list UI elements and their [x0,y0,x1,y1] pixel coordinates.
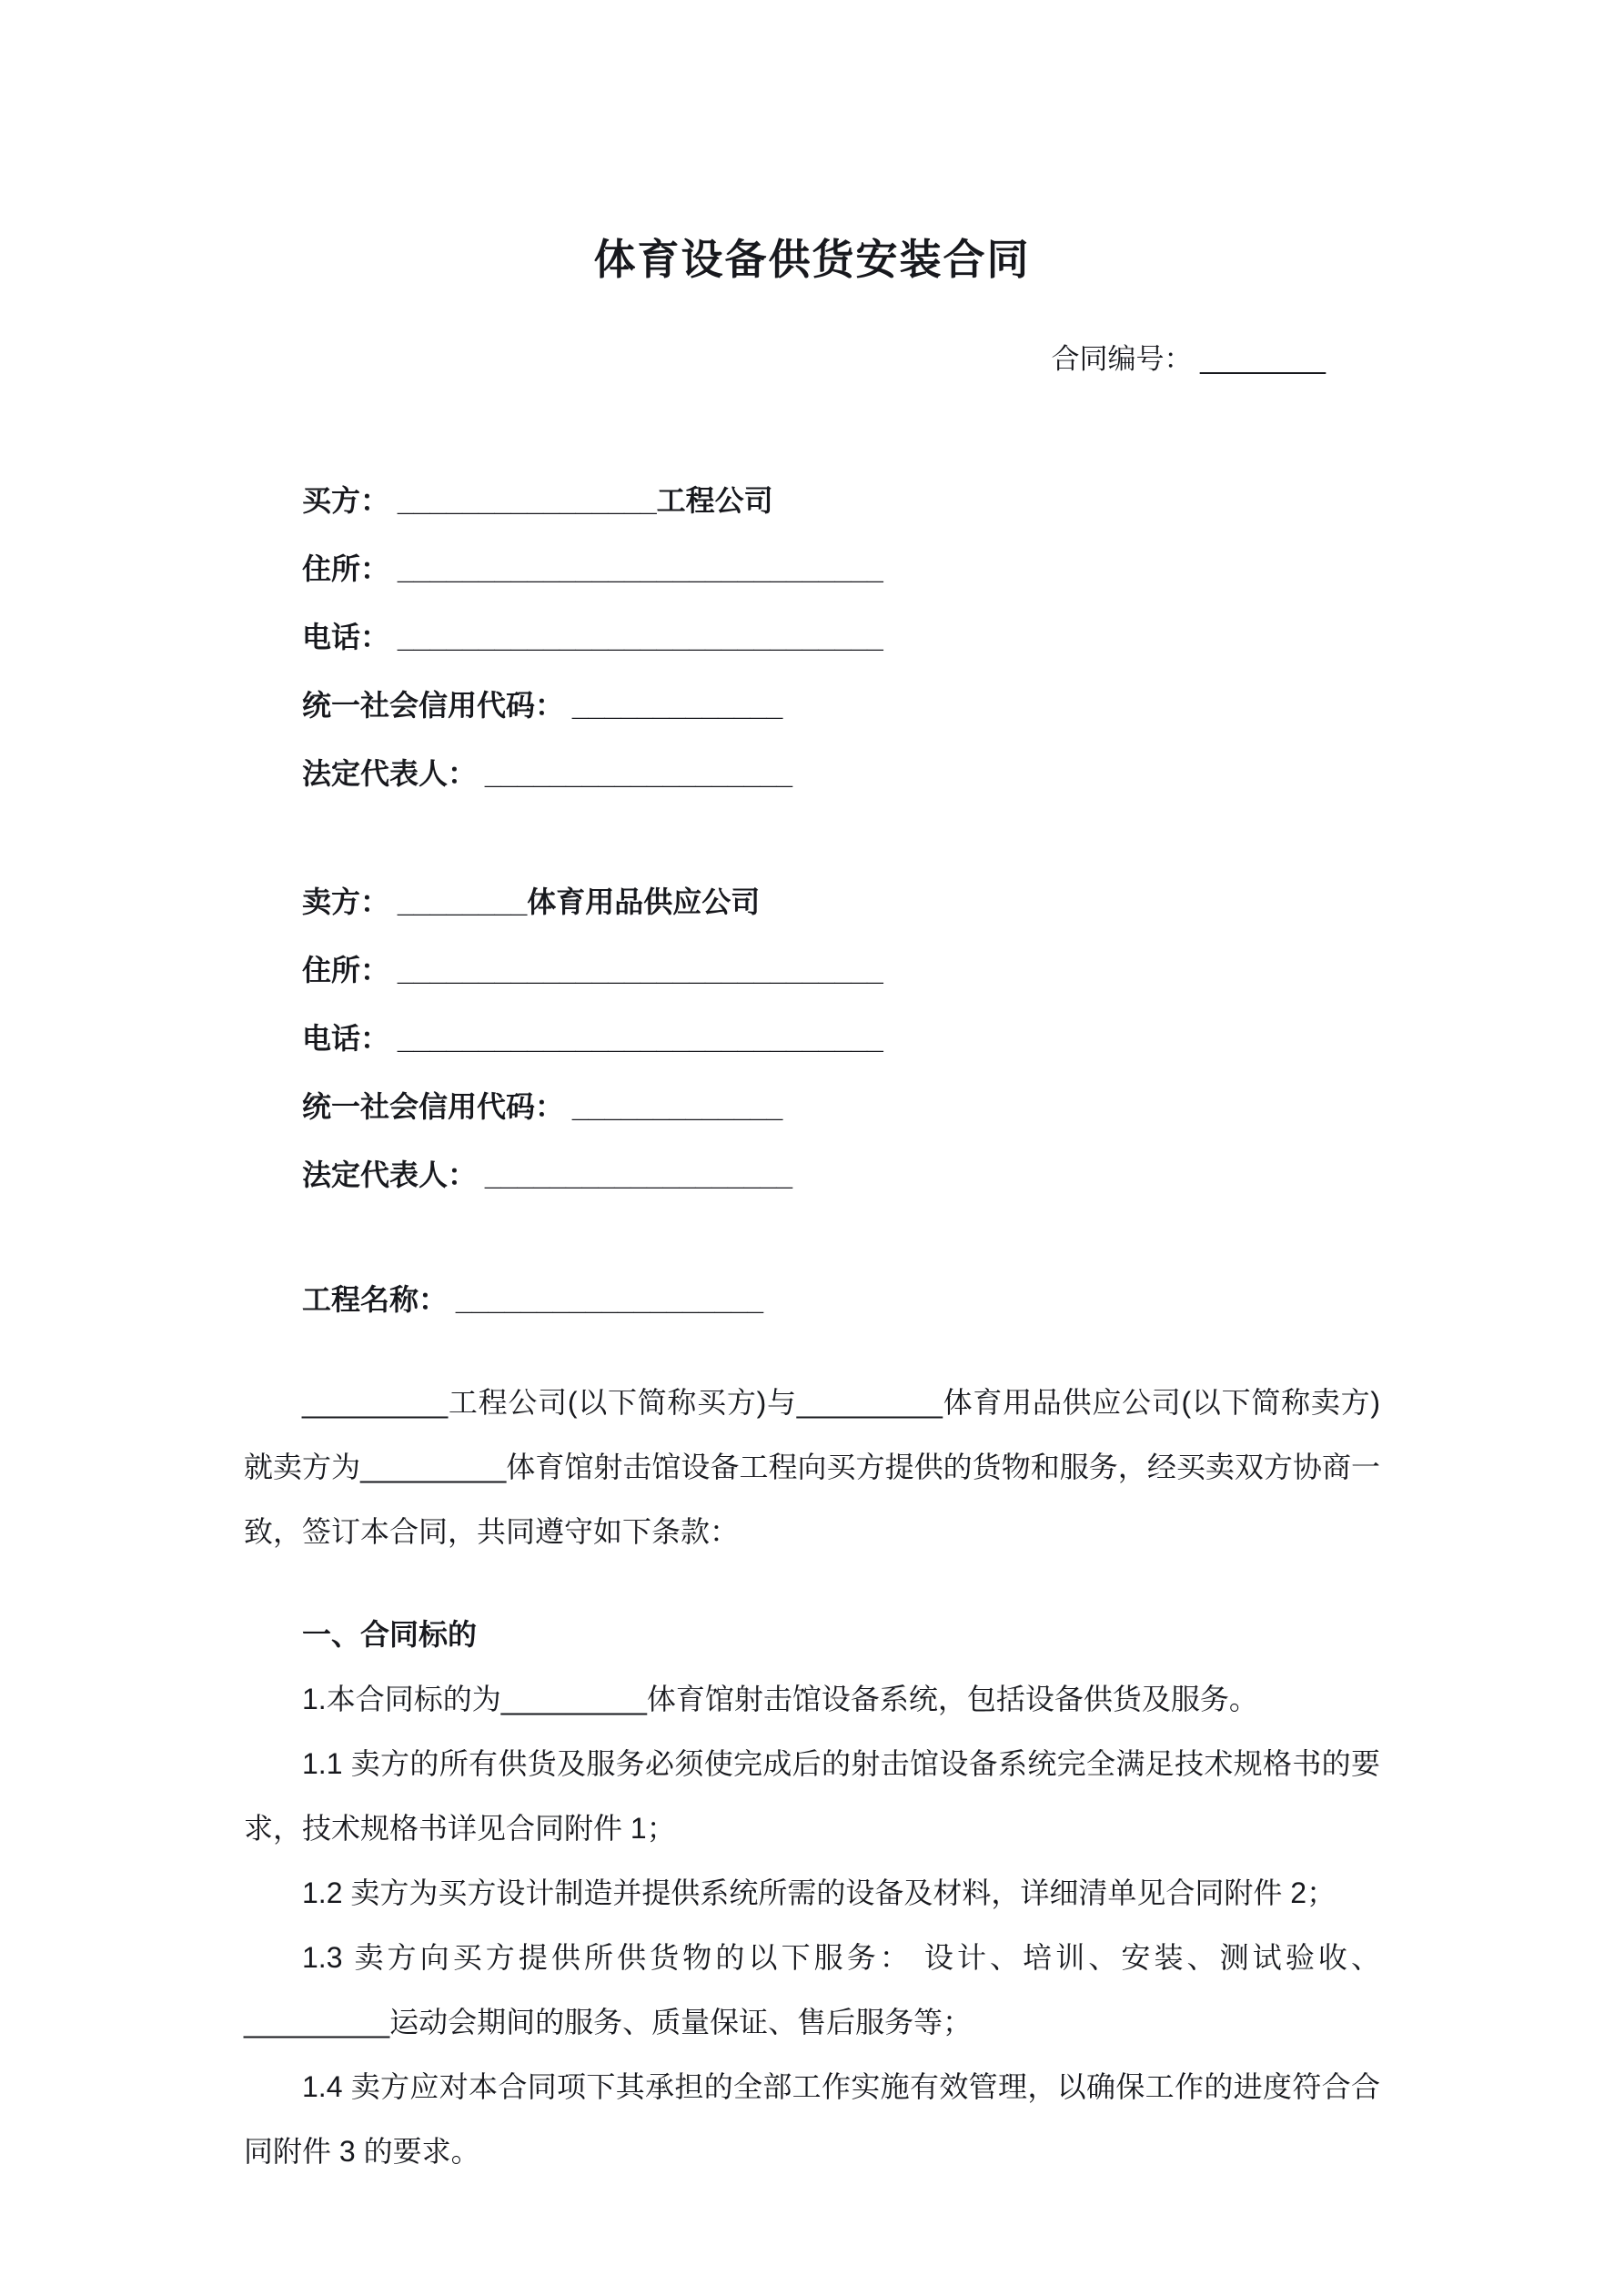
buyer-legal-rep-line: 法定代表人： ___________________ [302,757,793,790]
doc-title: 体育设备供货安装合同 [593,236,1031,283]
project-name-line: 工程名称： ___________________ [302,1283,764,1316]
seller-name-line: 卖方： ________体育用品供应公司 [302,885,761,918]
section-1-heading: 一、合同标的 [302,1618,478,1651]
clause-1: 1.本合同标的为_________体育馆射击馆设备系统，包括设备供货及服务。 [302,1683,1258,1715]
clause-1-2: 1.2 卖方为买方设计制造并提供系统所需的设备及材料，详细清单见合同附件 2； [302,1876,1337,1909]
buyer-credit-code-line: 统一社会信用代码： _____________ [302,689,783,722]
contract-number: 合同编号： ________ [1051,343,1326,375]
buyer-address-line: 住所： ______________________________ [302,552,883,585]
seller-info-block [244,868,1380,1209]
buyer-name-line: 买方： ________________工程公司 [302,484,773,517]
preamble-paragraph: _________工程公司(以下简称买方)与_________体育用品供应公司(以下简称卖方)就卖方为_________体育馆射击馆设备工程向买方提供的货物和服务，经买卖双方协商一致，签订本合同，共同遵守如下条款： [244,1386,1380,1548]
buyer-info-block [244,467,1380,808]
seller-legal-rep-line: 法定代表人： ___________________ [302,1158,793,1191]
seller-address-line: 住所： ______________________________ [302,954,883,986]
clause-1-4: 1.4 卖方应对本合同项下其承担的全部工作实施有效管理，以确保工作的进度符合合同附件 3 的要求。 [244,2070,1380,2168]
seller-phone-line: 电话： ______________________________ [302,1022,883,1055]
clause-1-1: 1.1 卖方的所有供货及服务必须使完成后的射击馆设备系统完全满足技术规格书的要求，技术规格书详见合同附件 1； [244,1747,1380,1845]
seller-credit-code-line: 统一社会信用代码： _____________ [302,1090,783,1123]
buyer-phone-line: 电话： ______________________________ [302,621,883,653]
clause-1-3: 1.3 卖方向买方提供所供货物的以下服务： 设计、培训、安装、测试验收、_________运动会期间的服务、质量保证、售后服务等； [244,1941,1380,2038]
